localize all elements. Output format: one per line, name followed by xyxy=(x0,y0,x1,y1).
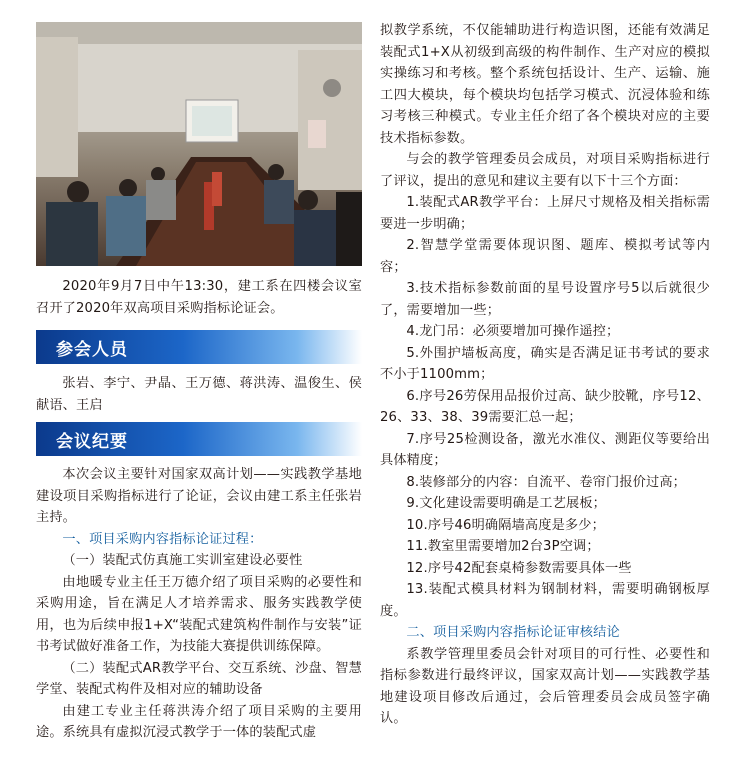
review-paragraph: 与会的教学管理委员会成员，对项目采购指标进行了评议，提出的意见和建议主要有以下十三个方面： xyxy=(380,152,710,189)
section-title: 参会人员 xyxy=(56,340,128,360)
review-item-12: 12.序号42配套桌椅参数需要具体一些 xyxy=(406,560,632,576)
meeting-photo xyxy=(36,22,362,266)
continued-paragraph: 拟教学系统，不仅能辅助进行构造识图，还能有效满足装配式1+X从初级到高级的构件制作、生产对应的模拟实操练习和考核。整个系统包括设计、生产、运输、施工四大模块，每个模块均包括学习模式、沉浸体验和练习考核三种模式。专业主任介绍了各个模块对应的主要技术指标参数。 xyxy=(380,23,710,146)
photo-caption: 2020年9月7日中午13:30，建工系在四楼会议室召开了2020年双高项目采购指标论证会。 xyxy=(36,279,362,316)
subheading-2: （二）装配式AR教学平台、交互系统、沙盘、智慧学堂、装配式构件及相对应的辅助设备 xyxy=(36,660,362,697)
paragraph-1: 由地暖专业主任王万德介绍了项目采购的必要性和采购用途，旨在满足人才培养需求、服务实践教学使用，也为后续申报1+X“装配式建筑构件制作与安装”证书考试做好准备工作，为技能大赛提供训练保障。 xyxy=(36,574,362,654)
review-item-4: 4.龙门吊：必须要增加可操作遥控； xyxy=(406,324,620,339)
section-bar-minutes xyxy=(36,422,362,456)
minutes-left-block xyxy=(36,464,362,744)
conclusion-paragraph: 系教学管理里委员会针对项目的可行性、必要性和指标参数进行最终评议，国家双高计划——实践教学基地建设项目修改后通过，会后管理委员会成员签字确认。 xyxy=(380,646,710,726)
minutes-right-block xyxy=(380,20,710,730)
attendees-list: 张岩、李宁、尹晶、王万德、蒋洪涛、温俊生、侯献语、王启 xyxy=(36,376,362,413)
intro-paragraph: 本次会议主要针对国家双高计划——实践教学基地建设项目采购指标进行了论证，会议由建工系主任张岩主持。 xyxy=(36,467,362,525)
review-item-13: 13.装配式模具材料为钢制材料，需要明确钢板厚度。 xyxy=(380,582,710,619)
review-item-9: 9.文化建设需要明确是工艺展板； xyxy=(406,496,606,511)
section-title: 会议纪要 xyxy=(56,432,128,452)
attendees-block xyxy=(36,373,362,416)
paragraph-2: 由建工专业主任蒋洪涛介绍了项目采购的主要用途。系统具有虚拟沉浸式教学于一体的装配式虚 xyxy=(36,703,362,740)
review-item-10: 10.序号46明确隔墙高度是多少； xyxy=(406,517,605,533)
section-bar-attendees xyxy=(36,330,362,364)
review-item-5: 5.外围护墙板高度，确实是否满足证书考试的要求不小于1100mm； xyxy=(380,345,710,382)
review-item-11: 11.教室里需要增加2台3P空调； xyxy=(406,539,600,554)
photo-caption-block xyxy=(36,276,362,319)
subheading-1: （一）装配式仿真施工实训室建设必要性 xyxy=(62,553,303,568)
review-item-8: 8.装修部分的内容：自流平、卷帘门报价过高； xyxy=(406,474,687,490)
heading-process: 一、项目采购内容指标论证过程： xyxy=(62,531,263,547)
review-item-1: 1.装配式AR教学平台：上屏尺寸规格及相关指标需要进一步明确； xyxy=(380,195,710,232)
heading-conclusion: 二、项目采购内容指标论证审核结论 xyxy=(406,625,620,640)
review-item-2: 2.智慧学堂需要体现识图、题库、模拟考试等内容； xyxy=(380,238,710,275)
review-item-7: 7.序号25检测设备，激光水准仪、测距仪等要给出具体精度； xyxy=(380,431,710,468)
review-item-3: 3.技术指标参数前面的星号设置序号5以后就很少了，需要增加一些； xyxy=(380,281,710,318)
review-item-6: 6.序号26劳保用品报价过高、缺少胶靴，序号12、26、33、38、39需要汇总一起； xyxy=(380,388,710,425)
